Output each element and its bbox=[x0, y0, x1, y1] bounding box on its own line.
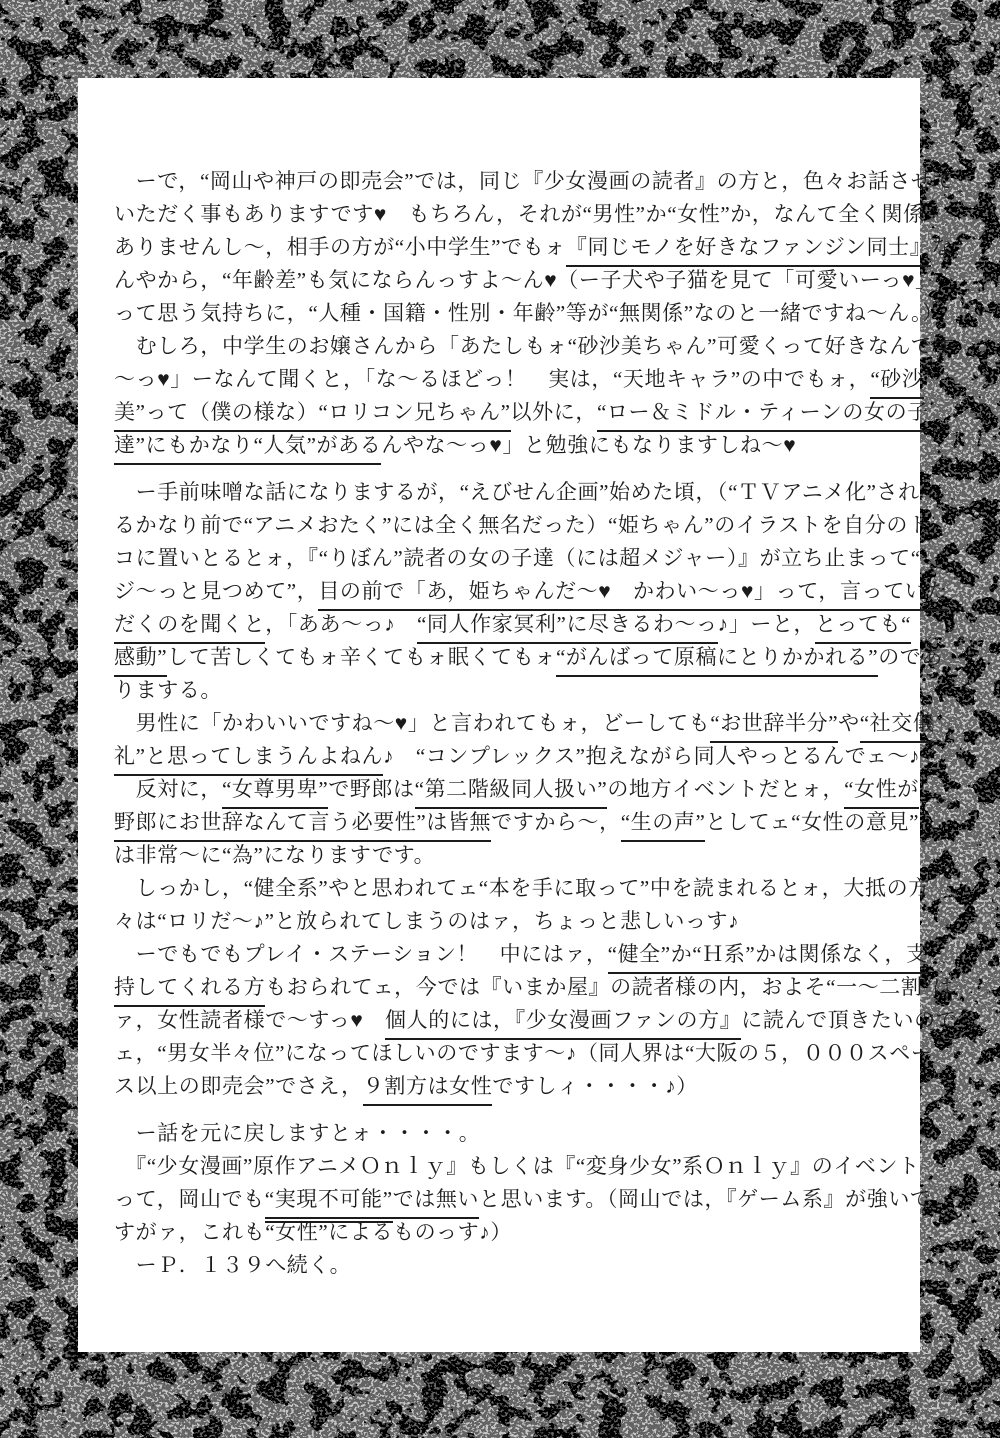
text-segment: って，岡山でも bbox=[114, 1187, 265, 1211]
text-line bbox=[114, 575, 949, 608]
underlined-text: “ロー＆ミドル・ティーンの女の子 bbox=[597, 397, 929, 432]
text-segment: と思います。（岡山では，『ゲーム系』が強いで bbox=[479, 1187, 932, 1211]
text-line bbox=[114, 396, 929, 429]
text-segment: 『“少女漫画”原作アニメＯｎｌｙ』もしくは『“変身少女”系Ｏｎｌｙ』のイベント bbox=[114, 1154, 920, 1178]
underlined-text: “女性が bbox=[844, 774, 919, 809]
text-line bbox=[114, 707, 935, 740]
text-line bbox=[114, 509, 930, 542]
text-segment: の地方イベントだとォ， bbox=[607, 777, 845, 801]
underlined-text: “お世辞半分” bbox=[710, 708, 838, 743]
text-line bbox=[114, 198, 925, 231]
text-segment: りまする。 bbox=[114, 678, 222, 702]
text-segment: や bbox=[838, 711, 860, 735]
text-line bbox=[114, 674, 890, 707]
underlined-text: 感動” bbox=[114, 642, 167, 677]
text-line bbox=[114, 1004, 958, 1037]
underlined-text: 達”にもかなり“人気”がある bbox=[114, 430, 381, 465]
text-segment: して苦しくてもォ辛くてもォ眠くてもォ bbox=[167, 645, 556, 669]
text-segment: ーでもでもプレイ・ステーション！ 中にはァ， bbox=[114, 942, 608, 966]
text-line bbox=[114, 1150, 920, 1183]
text-segment: に読んで頂きたいので bbox=[741, 1008, 958, 1032]
text-segment: いただく事もありますです♥ もちろん，それが“男性”か“女性”か，なんて全く関係 bbox=[114, 202, 925, 226]
text-segment: ァ，女性読者様で～すっ♥ bbox=[114, 1008, 386, 1032]
underlined-text: 目の前で「あ，姫ちゃんだ～♥ かわい～っ♥」って，言っていた bbox=[318, 576, 948, 611]
text-line bbox=[114, 971, 955, 1004]
text-line bbox=[114, 608, 912, 641]
underlined-text: 個人的には，『少女漫画ファンの方』 bbox=[385, 1005, 741, 1040]
paragraph bbox=[114, 773, 920, 872]
text-segment: は非常～に“為”になりますです。 bbox=[114, 843, 436, 867]
text-line bbox=[114, 165, 955, 198]
text-line bbox=[114, 1216, 890, 1249]
paragraph bbox=[114, 938, 958, 1103]
paragraph bbox=[114, 476, 949, 707]
text-segment: ♪ “コンプレックス”抱えながら同人やっとるんでェ～♪ bbox=[383, 744, 921, 768]
text-line bbox=[114, 839, 890, 872]
text-line bbox=[114, 1037, 933, 1070]
text-segment: 男性に「かわいいですね～♥」と言われてもォ，どーしても bbox=[114, 711, 711, 735]
underlined-text: 持してくれる方 bbox=[114, 972, 265, 1007]
underlined-text: “生の声” bbox=[621, 807, 706, 842]
underlined-text: 『同じモノを好きなファンジン同士』 bbox=[566, 232, 932, 267]
text-segment: しっかし，“健全系”やと思われてェ“本を手に取って”中を読まれるとォ，大抵の方 bbox=[114, 876, 930, 900]
text-segment: もおられてェ，今では『いまか屋』の読者様の内，およそ“一～二割”は bbox=[265, 975, 955, 999]
paragraph bbox=[114, 330, 955, 462]
text-line bbox=[114, 363, 924, 396]
text-block bbox=[114, 165, 958, 1282]
text-segment: ー手前味噌な話になりまするが，“えびせん企画”始めた頃，（“ＴＶアニメ化”され bbox=[114, 480, 920, 504]
text-line bbox=[114, 1249, 890, 1282]
text-segment: すがァ，これも“女性”によるものっす♪） bbox=[114, 1220, 512, 1244]
underlined-text: “砂沙 bbox=[870, 364, 923, 399]
underlined-text: 礼”と思ってしまうんよねん bbox=[114, 741, 383, 776]
paragraph bbox=[114, 165, 955, 330]
underlined-text: “健全”か“Ｈ系”かは関係なく，支 bbox=[608, 939, 928, 974]
text-segment: んやな～っ♥」と勉強にもなりますしね～♥ bbox=[381, 433, 797, 457]
underlined-text: “同人作家冥利”に尽きるわ～っ bbox=[417, 609, 718, 644]
paragraph bbox=[114, 1249, 890, 1282]
text-segment: としてェ“女性の意見” bbox=[705, 810, 920, 834]
underlined-text: “女尊男卑” bbox=[222, 774, 328, 809]
text-line bbox=[114, 905, 890, 938]
paragraph bbox=[114, 707, 935, 773]
underlined-text: “がんばって原稿にとりかかれる” bbox=[556, 642, 878, 677]
underlined-text: ９割方は女性 bbox=[363, 1071, 493, 1106]
text-segment: ーで，“岡山や神戸の即売会”では，同じ『少女漫画の読者』の方と，色々お話させて bbox=[114, 169, 955, 193]
text-segment: ス以上の即売会”でさえ， bbox=[114, 1074, 363, 1098]
text-segment: で野郎は bbox=[328, 777, 415, 801]
text-segment: ，「ああ～っ♪ bbox=[265, 612, 418, 636]
text-segment: るかなり前で“アニメおたく”には全く無名だった）“姫ちゃん”のイラストを自分のト bbox=[114, 513, 930, 537]
text-segment: のであ bbox=[878, 645, 943, 669]
text-line bbox=[114, 806, 920, 839]
text-segment: ありませんし～，相手の方が“小中学生”でもォ bbox=[114, 235, 566, 259]
text-segment: 反対に， bbox=[114, 777, 222, 801]
text-segment: 々は“ロリだ～♪”と放られてしまうのはァ，ちょっと悲しいっす♪ bbox=[114, 909, 740, 933]
text-segment: むしろ，中学生のお嬢さんから「あたしもォ“砂沙美ちゃん”可愛くって好きなんです bbox=[114, 334, 955, 358]
paragraph bbox=[114, 1150, 932, 1249]
text-segment: ーＰ．１３９へ続く。 bbox=[114, 1253, 352, 1277]
paragraph bbox=[114, 1117, 890, 1150]
text-segment: な bbox=[931, 235, 953, 259]
text-segment: って思う気持ちに，“人種・国籍・性別・年齢”等が“無関係”なのと一緒ですね～ん。） bbox=[114, 301, 944, 325]
text-segment: ー話を元に戻しますとォ・・・・。 bbox=[114, 1121, 481, 1145]
text-line bbox=[114, 773, 919, 806]
text-line bbox=[114, 264, 937, 297]
underlined-text: “第二階級同人扱い” bbox=[415, 774, 608, 809]
text-line bbox=[114, 542, 921, 575]
text-line bbox=[114, 297, 944, 330]
text-line bbox=[114, 1183, 932, 1216]
underlined-text: 野郎にお世辞なんて言う必要性”は皆無 bbox=[114, 807, 491, 842]
text-segment: ～っ♥」ーなんて聞くと，「な～るほどっ！ 実は，“天地キャラ”の中でもォ， bbox=[114, 367, 871, 391]
text-line bbox=[114, 330, 955, 363]
text-line bbox=[114, 872, 930, 905]
text-segment: ♪」ーと， bbox=[717, 612, 816, 636]
underlined-text: 美”って（僕の様な）“ロリコン兄ちゃん” bbox=[114, 397, 511, 432]
text-segment: ェ，“男女半々位”になってほしいのですます～♪（同人界は“大阪の５，０００スペー bbox=[114, 1041, 933, 1065]
text-line bbox=[114, 476, 920, 509]
text-line bbox=[114, 1070, 890, 1103]
text-line bbox=[114, 429, 890, 462]
underlined-text: “社交儀 bbox=[860, 708, 935, 743]
text-segment: ですから～， bbox=[491, 810, 621, 834]
text-segment: 以外に， bbox=[510, 400, 597, 424]
paragraph bbox=[114, 872, 930, 938]
text-line bbox=[114, 231, 953, 264]
underlined-text: “実現不可能” bbox=[265, 1184, 393, 1223]
text-segment: ですしィ・・・・♪） bbox=[492, 1074, 698, 1098]
text-line bbox=[114, 740, 921, 773]
text-line bbox=[114, 641, 943, 674]
text-segment: んやから，“年齢差”も気にならんっすよ～ん♥（ー子犬や子猫を見て「可愛いーっ♥」 bbox=[114, 268, 937, 292]
text-line bbox=[114, 1117, 890, 1150]
text-line bbox=[114, 938, 928, 971]
underlined-text: だくのを聞くと bbox=[114, 609, 265, 644]
underlined-text: では無い bbox=[393, 1184, 479, 1219]
underlined-text: とっても“ bbox=[815, 609, 911, 644]
text-segment: ジ～っと見つめて”， bbox=[114, 579, 319, 603]
paper-page bbox=[78, 78, 958, 1352]
text-segment: コに置いとるとォ，『“りぼん”読者の女の子達（には超メジャー）』が立ち止まって“ bbox=[114, 546, 921, 570]
